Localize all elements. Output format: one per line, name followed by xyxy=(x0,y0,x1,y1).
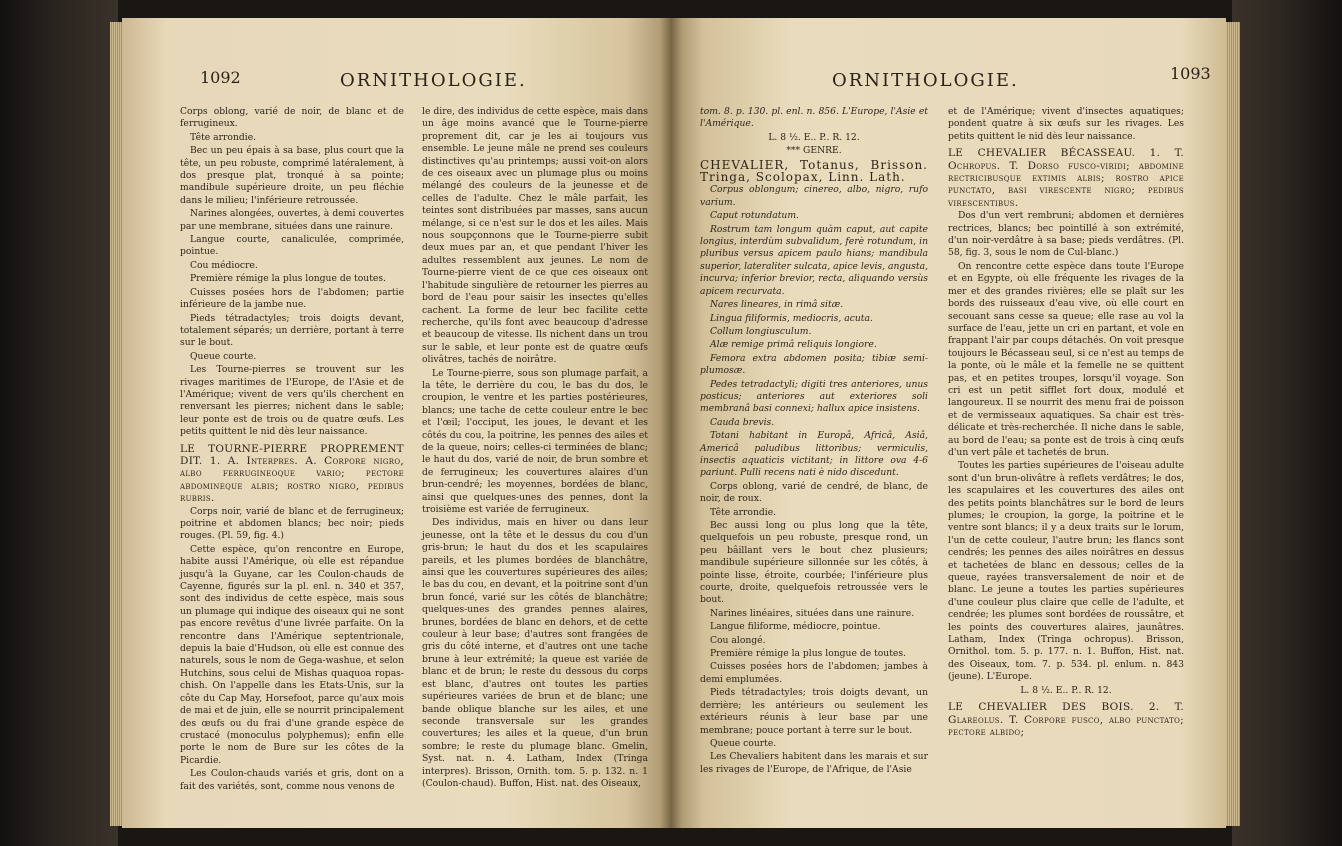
latin-paragraph: Femora extra abdomen posita; tibiæ semi-plumosæ. xyxy=(700,352,928,377)
latin-paragraph: Pedes tetradactyli; digiti tres anteriores, unus posticus; anteriores aut exteriores soli membranâ basi connexi; hallux apice insistens. xyxy=(700,378,928,415)
paragraph: Narines linéaires, situées dans une rainure. xyxy=(710,607,915,619)
paragraph: Les Chevaliers habitent dans les marais et sur les rivages de l'Europe, de l'Afrique, de l'Asie xyxy=(700,751,928,775)
book-gutter xyxy=(660,18,682,828)
page-edges-right xyxy=(1226,22,1240,826)
paragraph: Le Tourne-pierre, sous son plumage parfait, a la tête, le derrière du cou, le bas du dos, le croupion, le ventre et les parties postérieures, blancs; une tache de cette couleur entre le bec et l'œil; l'occiput, les joues, le devant et les côtés du cou, la poitrine, les pennes des ailes et de la queue, noirs; celles-ci terminées de blanc; le haut du dos, varié de noir, de brun sombre et de ferrugineux; les couvertures alaires d'un brun-cendré; les moyennes, bordées de blanc, ainsi que quelques-unes des pennes, dont la troisième est variée de ferrugineux. xyxy=(422,367,648,515)
right-page xyxy=(670,18,1226,828)
paragraph: Cette espèce, qu'on rencontre en Europe, habite aussi l'Amérique, où elle est répandue jusqu'à la Guyane, car les Coulon-chauds de Cayenne, figurés sur la pl. enl. n. 340 et 357, sont des individus de cette espèce, mais sous un plumage qui indique des oiseaux qui ne sont pas encore revêtus d'une livrée parfaite. On la rencontre dans l'Amérique septentrionale, depuis la baie d'Hudson, où elle est connue des naturels, sous le nom de Gega-washue, et selon Hutchins, sous celui de Mishas quaquoa ropas-chish. On l'appelle dans les Etats-Unis, sur la côte du Cap May, Horsefoot, parce qu'aux mois de mai et de juin, elle se nourrit principalement des œufs ou du frai d'une grande espèce de crustacé (monoculus polyphemus); enfin elle porte le nom de Bure sur les côtes de la Picardie. xyxy=(180,543,404,766)
paragraph: Pieds tétradactyles; trois doigts devant, totalement séparés; un derrière, portant à terre sur le bout. xyxy=(180,312,404,349)
paragraph: et de l'Amérique; vivent d'insectes aquatiques; pondent quatre à six œufs sur les rivages. Les petits quittent le nid dès leur naissance. xyxy=(948,106,1184,142)
right-page-column-1 xyxy=(700,106,928,777)
paragraph: Tête arrondie. xyxy=(710,506,777,518)
paragraph: Des individus, mais en hiver ou dans leur jeunesse, ont la tête et le dessus du cou d'un gris-brun; le haut du dos et les scapulaires pareils, et les plumes bordées de blanchâtre, ainsi que les couvertures supérieures des ailes; le bas du cou, en devant, et la poitrine sont d'un brun foncé, varié sur les côtés de blanchâtre; quelques-unes des grandes pennes alaires, brunes, bordées de blanc en dehors, et de cette couleur à leur base; d'autres sont frangées de gris du côté interne, et d'autres ont une tache brune à leur extrémité; la queue est variée de blanc et de brun; le reste du dessous du corps est blanc, d'autres ont toutes les parties supérieures variées de brun et de blanc; une bande oblique blanche sur les ailes, et une seconde transversale sur les grandes couvertures; les ailes et la queue, d'un brun sombre; le reste du plumage blanc. Gmelin, Syst. nat. n. 4. Latham, Index (Tringa interpres). Brisson, Ornith. tom. 5. p. 132. n. 1 (Coulon-chaud). Buffon, Hist. nat. des Oiseaux, xyxy=(422,517,648,789)
paragraph: Corps noir, varié de blanc et de ferrugineux; poitrine et abdomen blancs; bec noir; pieds rouges. (Pl. 59, fig. 4.) xyxy=(180,505,404,542)
paragraph: Bec aussi long ou plus long que la tête, quelquefois un peu robuste, presque rond, un peu bâillant vers le bout chez plusieurs; mandibule supérieure sillonnée sur les côtés, à pointe lisse, étroite, courbée; l'inférieure plus courte, droite, quelquefois retroussée vers le bout. xyxy=(700,520,928,606)
paragraph: Cou médiocre. xyxy=(190,259,258,271)
paragraph: tom. 8. p. 130. pl. enl. n. 856. L'Europe, l'Asie et l'Amérique. xyxy=(700,106,928,130)
left-page-column-2 xyxy=(422,106,648,791)
latin-paragraph: Alæ remige primâ reliquis longiore. xyxy=(710,339,877,351)
paragraph: Toutes les parties supérieures de l'oiseau adulte sont d'un brun-olivâtre à reflets verdâtres; le dos, les scapulaires et les couvertures des ailes ont des petits points blanchâtres sur le bord de leurs plumes; le croupion, la gorge, la poitrine et le ventre sont blancs; il y a deux traits sur le lorum, l'un de cette couleur, l'autre brun; les flancs sont cendrés; les pennes des ailes noirâtres en dessus et tachetées de blanc en dessous; celles de la queue, rayées transversalement de noir et de blanc. Le jeune a toutes les parties supérieures d'une couleur plus claire que celle de l'adulte, et cendrée; les plumes sont bordées de roussâtre, et les points des couvertures alaires, jaunâtres. Latham, Index (Tringa ochropus). Brisson, Ornithol. tom. 5. p. 177. n. 1. Buffon, Hist. nat. des Oiseaux, tom. 7. p. 534. pl. enlum. n. 843 (jeune). L'Europe. xyxy=(948,460,1184,683)
running-head: ORNITHOLOGIE. xyxy=(832,70,1019,91)
measurements: L. 8 ½. E.. P.. R. 12. xyxy=(1020,684,1112,696)
species-heading: LE CHEVALIER BÉCASSEAU. 1. T. Ochropus. T. Dorso fusco-viridi; abdomine rectricibusque extimis albis; rostro apice punctato, basi virescente nigro; pedibus virescentibus. xyxy=(948,147,1184,209)
paragraph: Narines alongées, ouvertes, à demi couvertes par une membrane, situées dans une rainure. xyxy=(180,208,404,232)
latin-paragraph: Lingua filiformis, mediocris, acuta. xyxy=(710,312,873,324)
paragraph: Tête arrondie. xyxy=(190,131,257,143)
paragraph: Les Tourne-pierres se trouvent sur les rivages maritimes de l'Europe, de l'Asie et de l'Amérique; vivent de vers qu'ils cherchent en renversant les pierres; nichent dans le sable; leur ponte est de trois ou de quatre œufs. Les petits quittent le nid dès leur naissance. xyxy=(180,364,404,438)
paragraph: le dire, des individus de cette espèce, mais dans un âge moins avancé que le Tourne-pierre proprement dit, car je les ai toujours vus ensemble. Le jeune mâle ne prend ses couleurs distinctives qu'au printemps; aussi voit-on alors de ces oiseaux avec un plumage plus ou moins mélangé des couleurs de la jeunesse et de celles de l'adulte. Chez le mâle parfait, les teintes sont distribuées par masses, sans aucun mélange, si ce n'est sur le dos et les ailes. Mais nous soupçonnons que le Tourne-pierre subit deux mues par an, et que pendant l'hiver les adultes ressemblent aux jeunes. Le nom de Tourne-pierre vient de ce que ces oiseaux ont l'habitude singulière de retourner les pierres au bord de l'eau pour saisir les insectes qu'elles cachent. La forme de leur bec facilite cette recherche, qu'ils font avec beaucoup d'adresse et beaucoup de vitesse. Ils nichent dans un trou sur le sable, et leur ponte est de quatre œufs olivâtres, tachés de noirâtre. xyxy=(422,106,648,366)
paragraph: Pieds tétradactyles; trois doigts devant, un derrière; les antérieurs ou seulement les extérieurs réunis à leur base par une membrane; pouce portant à terre sur le bout. xyxy=(700,687,928,736)
latin-paragraph: Rostrum tam longum quàm caput, aut capite longius, interdùm subvalidum, ferè rotundum, in pluribus versus apicem paulo hians; mandibula superior, lateraliter sulcata, apice levis, angusta, incurva; inferior brevior, recta, aliquando versùs apicem recurvata. xyxy=(700,223,928,297)
page-number: 1092 xyxy=(200,68,241,87)
paragraph: Corps oblong, varié de noir, de blanc et de ferrugineux. xyxy=(180,106,404,130)
genus-marker: *** GENRE. xyxy=(786,145,842,157)
species-heading: LE TOURNE-PIERRE PROPREMENT DIT. 1. A. Interpres. A. Corpore nigro, albo ferrugineoque vario; pectore abdomineque albis; rostro nigro, pedibus rubris. xyxy=(180,442,404,505)
page-edges-left xyxy=(110,22,122,826)
paragraph: Bec un peu épais à sa base, plus court que la tête, un peu robuste, comprimé latéralement, à dos presque plat, tronqué à sa pointe; mandibule supérieure droite, un peu fléchie dans le milieu; l'inférieure retroussée. xyxy=(180,145,404,206)
paragraph: Langue filiforme, médiocre, pointue. xyxy=(710,621,881,633)
paragraph: Première rémige la plus longue de toutes. xyxy=(710,648,906,660)
left-page-column-1 xyxy=(180,106,404,794)
latin-paragraph: Caput rotundatum. xyxy=(710,210,799,222)
paragraph: Première rémige la plus longue de toutes. xyxy=(190,273,386,285)
species-heading: LE CHEVALIER DES BOIS. 2. T. Glareolus. T. Corpore fusco, albo punctato; pectore albido; xyxy=(948,701,1184,738)
paragraph: Langue courte, canaliculée, comprimée, pointue. xyxy=(180,234,404,258)
right-page-column-2 xyxy=(948,106,1184,739)
latin-paragraph: Cauda brevis. xyxy=(710,416,775,428)
paragraph: Cuisses posées hors de l'abdomen; partie inférieure de la jambe nue. xyxy=(180,286,404,311)
latin-paragraph: Totani habitant in Europâ, Africâ, Asiâ, Americâ paludibus littoribus; vermiculis, insectis aquaticis victitant; in littore ova 4-6 pariunt. Pulli recens nati è nido discedunt. xyxy=(700,430,928,479)
latin-paragraph: Nares lineares, in rimâ sitæ. xyxy=(710,299,844,311)
paragraph: On rencontre cette espèce dans toute l'Europe et en Egypte, où elle fréquente les rivages de la mer et des grandes rivières; elle se plaît sur les bords des ruisseaux d'eau vive, où elle court en secouant sans cesse sa queue; elle rase au vol la surface de l'eau, jette un cri en partant, et vole en frappant l'air par coups détachés. On voit presque toujours le Bécasseau seul, si ce n'est au temps de la ponte, où le mâle et la femelle ne se quittent pas, et en petites troupes, lorsqu'il voyage. Son cri est un petit sifflet fort doux, modulé et langoureux. Il se nourrit des menu frai de poisson et de vermisseaux aquatiques. Sa chair est très-délicate et très-recherchée. Il niche dans le sable, au bord de l'eau; sa ponte est de trois à cinq œufs d'un vert pâle et tachetés de brun. xyxy=(948,260,1184,458)
measurements: L. 8 ½. E.. P.. R. 12. xyxy=(768,131,860,143)
latin-paragraph: Collum longiusculum. xyxy=(710,325,812,337)
running-head: ORNITHOLOGIE. xyxy=(340,70,527,91)
paragraph: Les Coulon-chauds variés et gris, dont on a fait des variétés, sont, comme nous venons de xyxy=(180,768,404,792)
paragraph: Cuisses posées hors de l'abdomen; jambes à demi emplumées. xyxy=(700,661,928,685)
paragraph: Queue courte. xyxy=(710,737,777,749)
book-cover-right xyxy=(1232,0,1342,846)
book-cover-left xyxy=(0,0,118,846)
paragraph: Queue courte. xyxy=(190,350,257,362)
left-page xyxy=(122,18,670,828)
paragraph: Dos d'un vert rembruni; abdomen et dernières rectrices, blancs; bec pointillé à son extrémité, d'un noir-verdâtre à sa base; pieds verdâtres. (Pl. 58, fig. 3, sous le nom de Cul-blanc.) xyxy=(948,210,1184,259)
genus-heading: CHEVALIER, Totanus, Brisson. Tringa, Scolopax, Linn. Lath. xyxy=(700,157,928,185)
paragraph: Cou alongé. xyxy=(710,634,766,646)
page-number: 1093 xyxy=(1170,64,1211,83)
latin-paragraph: Corpus oblongum; cinereo, albo, nigro, rufo varium. xyxy=(700,184,928,208)
paragraph: Corps oblong, varié de cendré, de blanc, de noir, de roux. xyxy=(700,480,928,505)
